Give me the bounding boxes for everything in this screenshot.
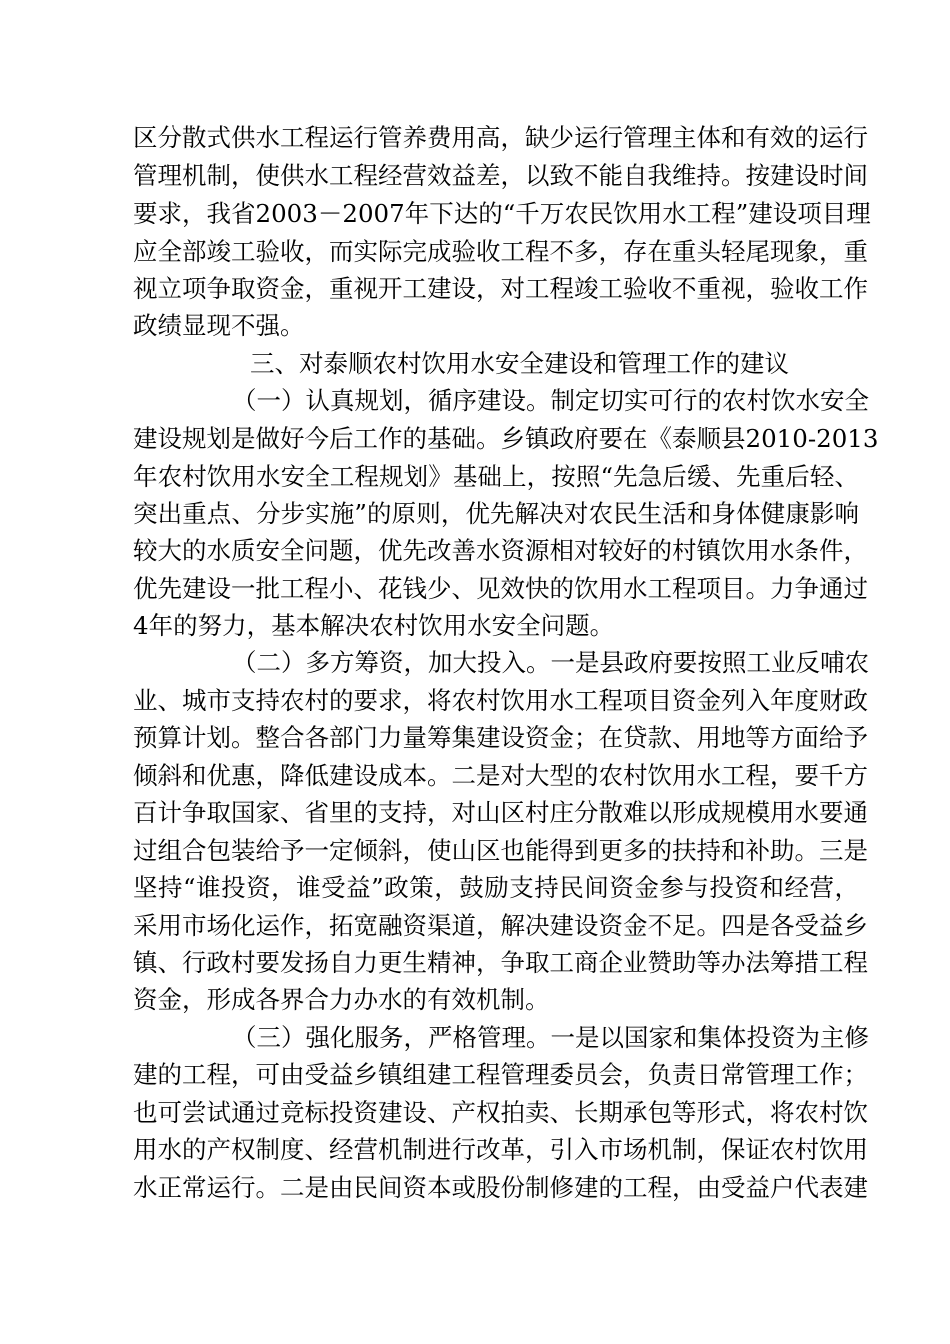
text-line: 区分散式供水工程运行管养费用高，缺少运行管理主体和有效的运行 bbox=[133, 123, 868, 152]
text-line: 4年的努力，基本解决农村饮用水安全问题。 bbox=[133, 611, 615, 640]
text-line: 建设规划是做好今后工作的基础。乡镇政府要在《泰顺县2010-2013 bbox=[133, 424, 879, 453]
text-line: 也可尝试通过竞标投资建设、产权拍卖、长期承包等形式，将农村饮 bbox=[133, 1098, 868, 1127]
text-line: 资金，形成各界合力办水的有效机制。 bbox=[133, 985, 550, 1014]
text-line: 镇、行政村要发扬自力更生精神，争取工商企业赞助等办法筹措工程 bbox=[133, 948, 868, 977]
subsection-first-line: （三）强化服务，严格管理。一是以国家和集体投资为主修 bbox=[232, 1023, 869, 1052]
text-line: 建的工程，可由受益乡镇组建工程管理委员会，负责日常管理工作； bbox=[133, 1060, 868, 1089]
text-line: 视立项争取资金，重视开工建设，对工程竣工验收不重视，验收工作 bbox=[133, 274, 868, 303]
text-line: 优先建设一批工程小、花钱少、见效快的饮用水工程项目。力争通过 bbox=[133, 574, 868, 603]
text-line: 过组合包装给予一定倾斜，使山区也能得到更多的扶持和补助。三是 bbox=[133, 836, 868, 865]
text-line: 水正常运行。二是由民间资本或股份制修建的工程，由受益户代表建 bbox=[133, 1173, 868, 1202]
text-line: 应全部竣工验收，而实际完成验收工程不多，存在重头轻尾现象，重 bbox=[133, 237, 868, 266]
text-line: 要求，我省2003－2007年下达的“千万农民饮用水工程”建设项目理 bbox=[133, 199, 871, 228]
text-line: 业、城市支持农村的要求，将农村饮用水工程项目资金列入年度财政 bbox=[133, 686, 868, 715]
subsection-first-line: （二）多方筹资，加大投入。一是县政府要按照工业反哺农 bbox=[232, 648, 869, 677]
text-line: 较大的水质安全问题，优先改善水资源相对较好的村镇饮用水条件， bbox=[133, 536, 868, 565]
text-line: 年农村饮用水安全工程规划》基础上，按照“先急后缓、先重后轻、 bbox=[133, 462, 859, 491]
subsection-first-line: （一）认真规划，循序建设。制定切实可行的农村饮水安全 bbox=[232, 386, 869, 415]
text-line: 用水的产权制度、经营机制进行改革，引入市场机制，保证农村饮用 bbox=[133, 1135, 868, 1164]
text-line: 突出重点、分步实施”的原则，优先解决对农民生活和身体健康影响 bbox=[133, 499, 859, 528]
text-line: 预算计划。整合各部门力量筹集建设资金；在贷款、用地等方面给予 bbox=[133, 723, 868, 752]
text-line: 采用市场化运作，拓宽融资渠道，解决建设资金不足。四是各受益乡 bbox=[133, 911, 868, 940]
text-line: 政绩显现不强。 bbox=[133, 311, 305, 340]
text-line: 倾斜和优惠，降低建设成本。二是对大型的农村饮用水工程，要千方 bbox=[133, 761, 868, 790]
section-heading: 三、对泰顺农村饮用水安全建设和管理工作的建议 bbox=[250, 349, 789, 378]
text-line: 百计争取国家、省里的支持，对山区村庄分散难以形成规模用水要通 bbox=[133, 798, 868, 827]
text-line: 管理机制，使供水工程经营效益差，以致不能自我维持。按建设时间 bbox=[133, 161, 868, 190]
text-line: 坚持“谁投资，谁受益”政策，鼓励支持民间资金参与投资和经营， bbox=[133, 873, 859, 902]
